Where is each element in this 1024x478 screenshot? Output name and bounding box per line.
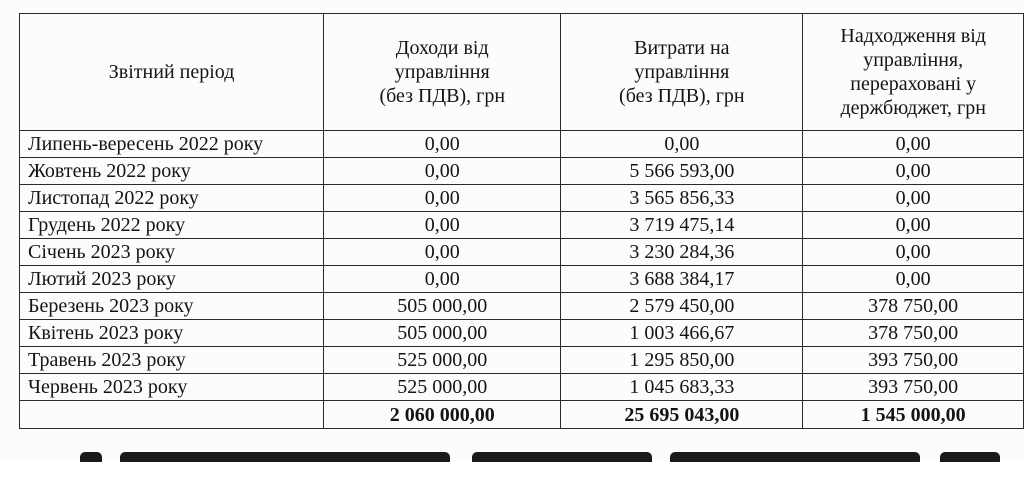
table-row [20, 131, 1024, 158]
income-cell: 0,00 [324, 266, 561, 293]
table-row [20, 212, 1024, 239]
table-row [20, 158, 1024, 185]
header-income-line: (без ПДВ), грн [379, 85, 506, 107]
total-expenses-cell: 25 695 043,00 [561, 401, 803, 429]
expenses-cell: 3 719 475,14 [561, 212, 803, 239]
period-cell: Квітень 2023 року [20, 320, 324, 347]
header-expenses-line: Витрати на [634, 37, 730, 59]
total-income-cell: 2 060 000,00 [324, 401, 561, 429]
period-cell: Липень-вересень 2022 року [20, 131, 324, 158]
income-cell: 525 000,00 [324, 374, 561, 401]
expenses-cell: 0,00 [561, 131, 803, 158]
financial-report-table [19, 13, 1024, 429]
budget-cell: 0,00 [803, 212, 1024, 239]
income-cell: 0,00 [324, 239, 561, 266]
totals-row [20, 401, 1024, 429]
header-budget-line: перераховані у [850, 73, 977, 95]
table-row [20, 293, 1024, 320]
table-row [20, 239, 1024, 266]
total-budget-cell: 1 545 000,00 [803, 401, 1024, 429]
expenses-cell: 2 579 450,00 [561, 293, 803, 320]
header-income-line: Доходи від [395, 37, 489, 59]
period-cell: Лютий 2023 року [20, 266, 324, 293]
budget-cell: 378 750,00 [803, 293, 1024, 320]
expenses-cell: 1 045 683,33 [561, 374, 803, 401]
header-expenses [561, 14, 803, 131]
header-period: Звітний період [20, 14, 324, 131]
header-budget [803, 14, 1024, 131]
period-cell: Грудень 2022 року [20, 212, 324, 239]
income-cell: 525 000,00 [324, 347, 561, 374]
expenses-cell: 1 003 466,67 [561, 320, 803, 347]
table-row [20, 185, 1024, 212]
table-row [20, 320, 1024, 347]
expenses-cell: 3 565 856,33 [561, 185, 803, 212]
header-budget-line: держбюджет, грн [840, 97, 986, 119]
income-cell: 505 000,00 [324, 320, 561, 347]
period-cell: Листопад 2022 року [20, 185, 324, 212]
period-cell: Травень 2023 року [20, 347, 324, 374]
period-cell: Березень 2023 року [20, 293, 324, 320]
income-cell: 0,00 [324, 185, 561, 212]
income-cell: 0,00 [324, 158, 561, 185]
income-cell: 0,00 [324, 131, 561, 158]
header-income-line: управління [394, 61, 490, 83]
cut-off-text-line [80, 448, 1010, 478]
income-cell: 505 000,00 [324, 293, 561, 320]
header-expenses-line: управління [634, 61, 730, 83]
period-cell: Червень 2023 року [20, 374, 324, 401]
header-budget-line: Надходження від [840, 25, 986, 47]
budget-cell: 0,00 [803, 158, 1024, 185]
budget-cell: 0,00 [803, 239, 1024, 266]
header-income [324, 14, 561, 131]
totals-label-cell [20, 401, 324, 429]
budget-cell: 0,00 [803, 185, 1024, 212]
table-row [20, 266, 1024, 293]
table-row [20, 374, 1024, 401]
header-expenses-line: (без ПДВ), грн [619, 85, 745, 107]
budget-cell: 393 750,00 [803, 374, 1024, 401]
income-cell: 0,00 [324, 212, 561, 239]
budget-cell: 393 750,00 [803, 347, 1024, 374]
table-row [20, 347, 1024, 374]
header-row [20, 14, 1024, 131]
period-cell: Жовтень 2022 року [20, 158, 324, 185]
header-budget-line: управління, [863, 49, 964, 71]
budget-cell: 0,00 [803, 266, 1024, 293]
expenses-cell: 1 295 850,00 [561, 347, 803, 374]
budget-cell: 378 750,00 [803, 320, 1024, 347]
expenses-cell: 5 566 593,00 [561, 158, 803, 185]
expenses-cell: 3 688 384,17 [561, 266, 803, 293]
period-cell: Січень 2023 року [20, 239, 324, 266]
budget-cell: 0,00 [803, 131, 1024, 158]
expenses-cell: 3 230 284,36 [561, 239, 803, 266]
